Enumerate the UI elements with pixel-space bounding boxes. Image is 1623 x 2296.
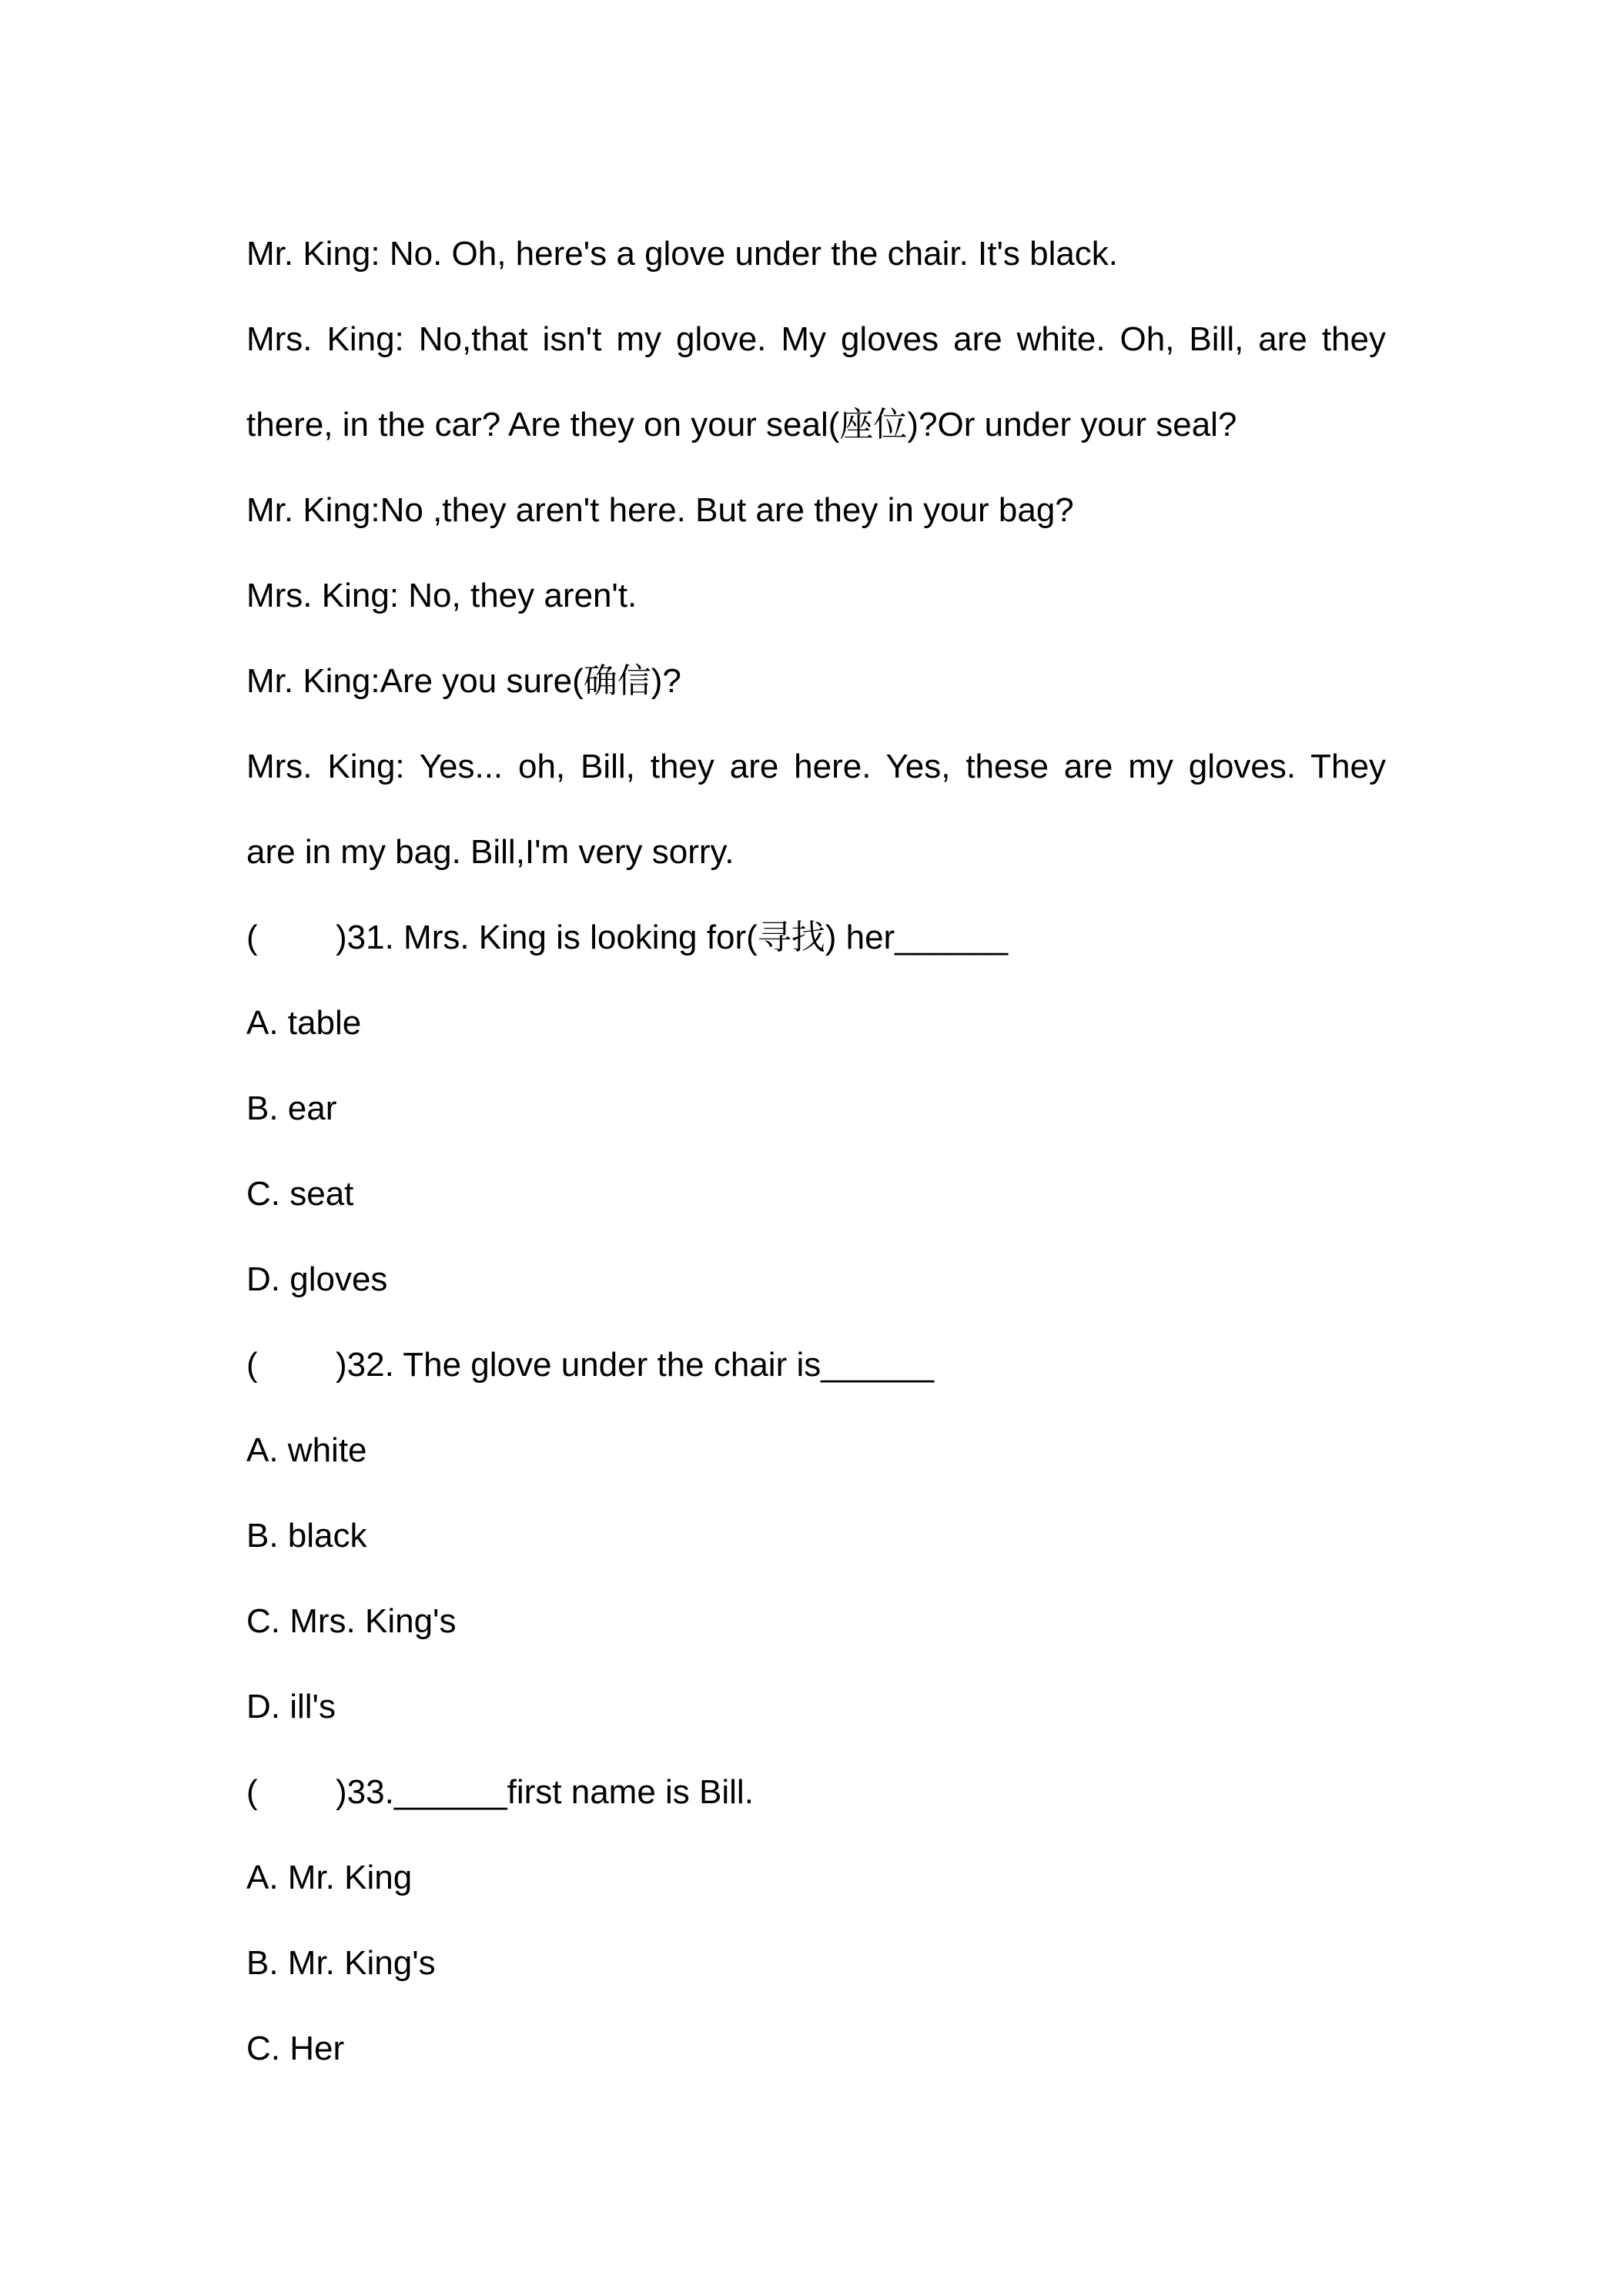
option-c: C. Her (246, 2030, 345, 2067)
dialogue-line: are in my bag. Bill,I'm very sorry. (246, 833, 735, 871)
option-d: D. ill's (246, 1688, 336, 1725)
question-stem (246, 895, 1386, 980)
option-d: D. gloves (246, 1260, 388, 1298)
option-a: A. Mr. King (246, 1859, 413, 1896)
page-content (246, 211, 1386, 2091)
dialogue-line: Mrs. King: Yes... oh, Bill, they are here. Yes, these are my gloves. They (246, 748, 1386, 785)
question-stem (246, 1749, 1386, 1835)
option-c: C. seat (246, 1175, 354, 1213)
dialogue-line: Mrs. King: No, they aren't. (246, 577, 637, 614)
dialogue-line: Mr. King:No ,they aren't here. But are they in your bag? (246, 491, 1074, 529)
dialogue-line: Mr. King: No. Oh, here's a glove under the chair. It's black. (246, 235, 1119, 273)
dialogue-line: there, in the car? Are they on your seal(座位)?Or under your seal? (246, 406, 1237, 443)
dialogue-line: Mrs. King: No,that isn't my glove. My gloves are white. Oh, Bill, are they (246, 320, 1386, 358)
question-text: )32. The glove under the chair is______ (336, 1346, 935, 1384)
option-b: B. ear (246, 1089, 337, 1127)
answer-paren: ( (246, 919, 258, 956)
answer-paren: ( (246, 1773, 258, 1811)
dialogue-line: Mr. King:Are you sure(确信)? (246, 662, 681, 700)
question-text: )31. Mrs. King is looking for(寻找) her______ (336, 919, 1009, 956)
question-stem (246, 1322, 1386, 1407)
option-b: B. Mr. King's (246, 1944, 436, 1982)
option-c: C. Mrs. King's (246, 1602, 457, 1640)
answer-paren: ( (246, 1346, 258, 1384)
question-32 (246, 1322, 1386, 1749)
question-31 (246, 895, 1386, 1322)
option-a: A. white (246, 1431, 367, 1469)
question-text: )33.______first name is Bill. (336, 1773, 754, 1811)
dialogue (246, 211, 1386, 895)
option-b: B. black (246, 1517, 367, 1555)
question-33 (246, 1749, 1386, 2091)
option-a: A. table (246, 1004, 362, 1042)
